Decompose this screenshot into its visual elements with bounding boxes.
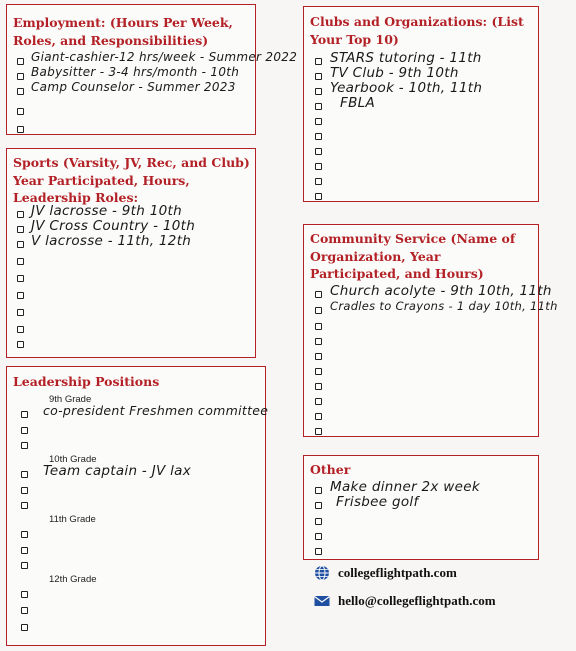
other-title: Other (310, 462, 351, 477)
checkbox[interactable] (315, 178, 322, 185)
grade-label: 10th Grade (49, 454, 97, 465)
checkbox[interactable] (315, 323, 322, 330)
checkbox[interactable] (315, 307, 322, 314)
checkbox[interactable] (315, 133, 322, 140)
clubs-title: Clubs and Organizations: (List Your Top 10) (310, 14, 524, 47)
employment-title: Employment: (Hours Per Week, Roles, and Responsibilities) (13, 15, 233, 48)
checkbox[interactable] (17, 108, 24, 115)
community-entry: Cradles to Crayons - 1 day 10th, 11th (330, 299, 558, 313)
sports-item (7, 322, 255, 336)
sports-item (7, 254, 255, 268)
community-item (304, 379, 538, 393)
checkbox[interactable] (21, 411, 28, 418)
leadership-item (7, 438, 265, 452)
checkbox[interactable] (21, 547, 28, 554)
clubs-item (304, 114, 538, 128)
grade-label: 11th Grade (49, 514, 96, 525)
checkbox[interactable] (17, 309, 24, 316)
leadership-entry: Team captain - JV lax (43, 463, 192, 479)
leadership-item (7, 558, 265, 572)
community-item (304, 394, 538, 408)
checkbox[interactable] (17, 73, 24, 80)
checkbox[interactable] (21, 591, 28, 598)
checkbox[interactable] (17, 241, 24, 248)
checkbox[interactable] (315, 413, 322, 420)
checkbox[interactable] (17, 126, 24, 133)
sports-title: Sports (Varsity, JV, Rec, and Club) Year Participated, Hours, Leadership Roles: (13, 155, 250, 205)
employment-item (7, 122, 255, 136)
email-link[interactable]: hello@collegeflightpath.com (338, 593, 496, 609)
community-item (304, 334, 538, 348)
checkbox[interactable] (315, 73, 322, 80)
clubs-item (304, 159, 538, 173)
grade-label: 9th Grade (49, 394, 92, 405)
sports-section (6, 148, 256, 358)
checkbox[interactable] (21, 607, 28, 614)
checkbox[interactable] (21, 531, 28, 538)
checkbox[interactable] (315, 193, 322, 200)
employment-entry: Babysitter - 3-4 hrs/month - 10th (31, 65, 240, 79)
checkbox[interactable] (21, 562, 28, 569)
community-item (304, 364, 538, 378)
globe-icon (314, 565, 330, 581)
checkbox[interactable] (17, 326, 24, 333)
other-item (304, 544, 538, 558)
community-entry: Church acolyte - 9th 10th, 11th (330, 283, 552, 299)
checkbox[interactable] (21, 427, 28, 434)
employment-item (7, 80, 255, 98)
other-item (304, 529, 538, 543)
checkbox[interactable] (315, 58, 322, 65)
checkbox[interactable] (315, 118, 322, 125)
checkbox[interactable] (315, 502, 322, 509)
clubs-entry: FBLA (340, 95, 375, 111)
clubs-section (303, 6, 539, 202)
checkbox[interactable] (315, 291, 322, 298)
checkbox[interactable] (17, 275, 24, 282)
clubs-entry: TV Club - 9th 10th (330, 65, 459, 81)
checkbox[interactable] (315, 383, 322, 390)
employment-item (7, 104, 255, 118)
checkbox[interactable] (17, 292, 24, 299)
leadership-item (7, 620, 265, 634)
checkbox[interactable] (315, 548, 322, 555)
checkbox[interactable] (315, 533, 322, 540)
checkbox[interactable] (315, 103, 322, 110)
sports-item (7, 233, 255, 251)
checkbox[interactable] (315, 398, 322, 405)
other-entry: Frisbee golf (336, 494, 419, 510)
checkbox[interactable] (315, 338, 322, 345)
sports-item (7, 288, 255, 302)
checkbox[interactable] (315, 353, 322, 360)
community-section (303, 224, 558, 437)
checkbox[interactable] (315, 148, 322, 155)
other-entry: Make dinner 2x week (330, 479, 480, 495)
clubs-item (304, 129, 538, 143)
checkbox[interactable] (21, 487, 28, 494)
checkbox[interactable] (21, 624, 28, 631)
clubs-item (304, 144, 538, 158)
leadership-item (7, 603, 265, 617)
clubs-entry: Yearbook - 10th, 11th (330, 80, 483, 96)
checkbox[interactable] (17, 88, 24, 95)
clubs-entry: STARS tutoring - 11th (330, 50, 482, 66)
checkbox[interactable] (21, 442, 28, 449)
leadership-item (7, 527, 265, 541)
sports-item (7, 337, 255, 351)
community-item (304, 409, 538, 423)
clubs-item (304, 174, 538, 188)
leadership-section (6, 366, 269, 646)
leadership-item (7, 587, 265, 601)
other-item (304, 494, 538, 512)
community-item (304, 424, 538, 438)
community-item (304, 349, 538, 363)
leadership-item (7, 483, 265, 497)
checkbox[interactable] (17, 258, 24, 265)
checkbox[interactable] (315, 518, 322, 525)
grade-label: 12th Grade (49, 574, 97, 585)
website-line (314, 564, 457, 581)
leadership-item (7, 543, 265, 557)
checkbox[interactable] (315, 88, 322, 95)
other-item (304, 514, 538, 528)
checkbox[interactable] (315, 368, 322, 375)
checkbox[interactable] (21, 471, 28, 478)
checkbox[interactable] (17, 58, 24, 65)
email-line (314, 592, 496, 609)
leadership-entry: co-president Freshmen committee (43, 403, 269, 418)
community-title: Community Service (Name of Organization, Year Participated, and Hours) (310, 231, 516, 281)
envelope-icon (314, 593, 330, 609)
checkbox[interactable] (315, 428, 322, 435)
leadership-item (7, 403, 269, 421)
website-link[interactable]: collegeflightpath.com (338, 565, 457, 581)
checkbox[interactable] (17, 211, 24, 218)
clubs-item (304, 95, 538, 113)
leadership-item (7, 463, 265, 481)
community-item (304, 299, 558, 317)
community-item (304, 319, 538, 333)
checkbox[interactable] (21, 502, 28, 509)
checkbox[interactable] (17, 226, 24, 233)
checkbox[interactable] (315, 163, 322, 170)
leadership-title: Leadership Positions (13, 374, 160, 389)
other-section (303, 455, 539, 560)
leadership-item (7, 423, 265, 437)
sports-entry: JV Cross Country - 10th (31, 218, 196, 234)
sports-item (7, 305, 255, 319)
clubs-item (304, 189, 538, 203)
employment-section (6, 4, 298, 135)
employment-entry: Camp Counselor - Summer 2023 (31, 80, 236, 94)
checkbox[interactable] (315, 487, 322, 494)
sports-item (7, 271, 255, 285)
checkbox[interactable] (17, 341, 24, 348)
sports-entry: V lacrosse - 11th, 12th (31, 233, 192, 249)
employment-entry: Giant-cashier-12 hrs/week - Summer 2022 (31, 50, 298, 64)
sports-entry: JV lacrosse - 9th 10th (31, 203, 182, 219)
leadership-item (7, 498, 265, 512)
